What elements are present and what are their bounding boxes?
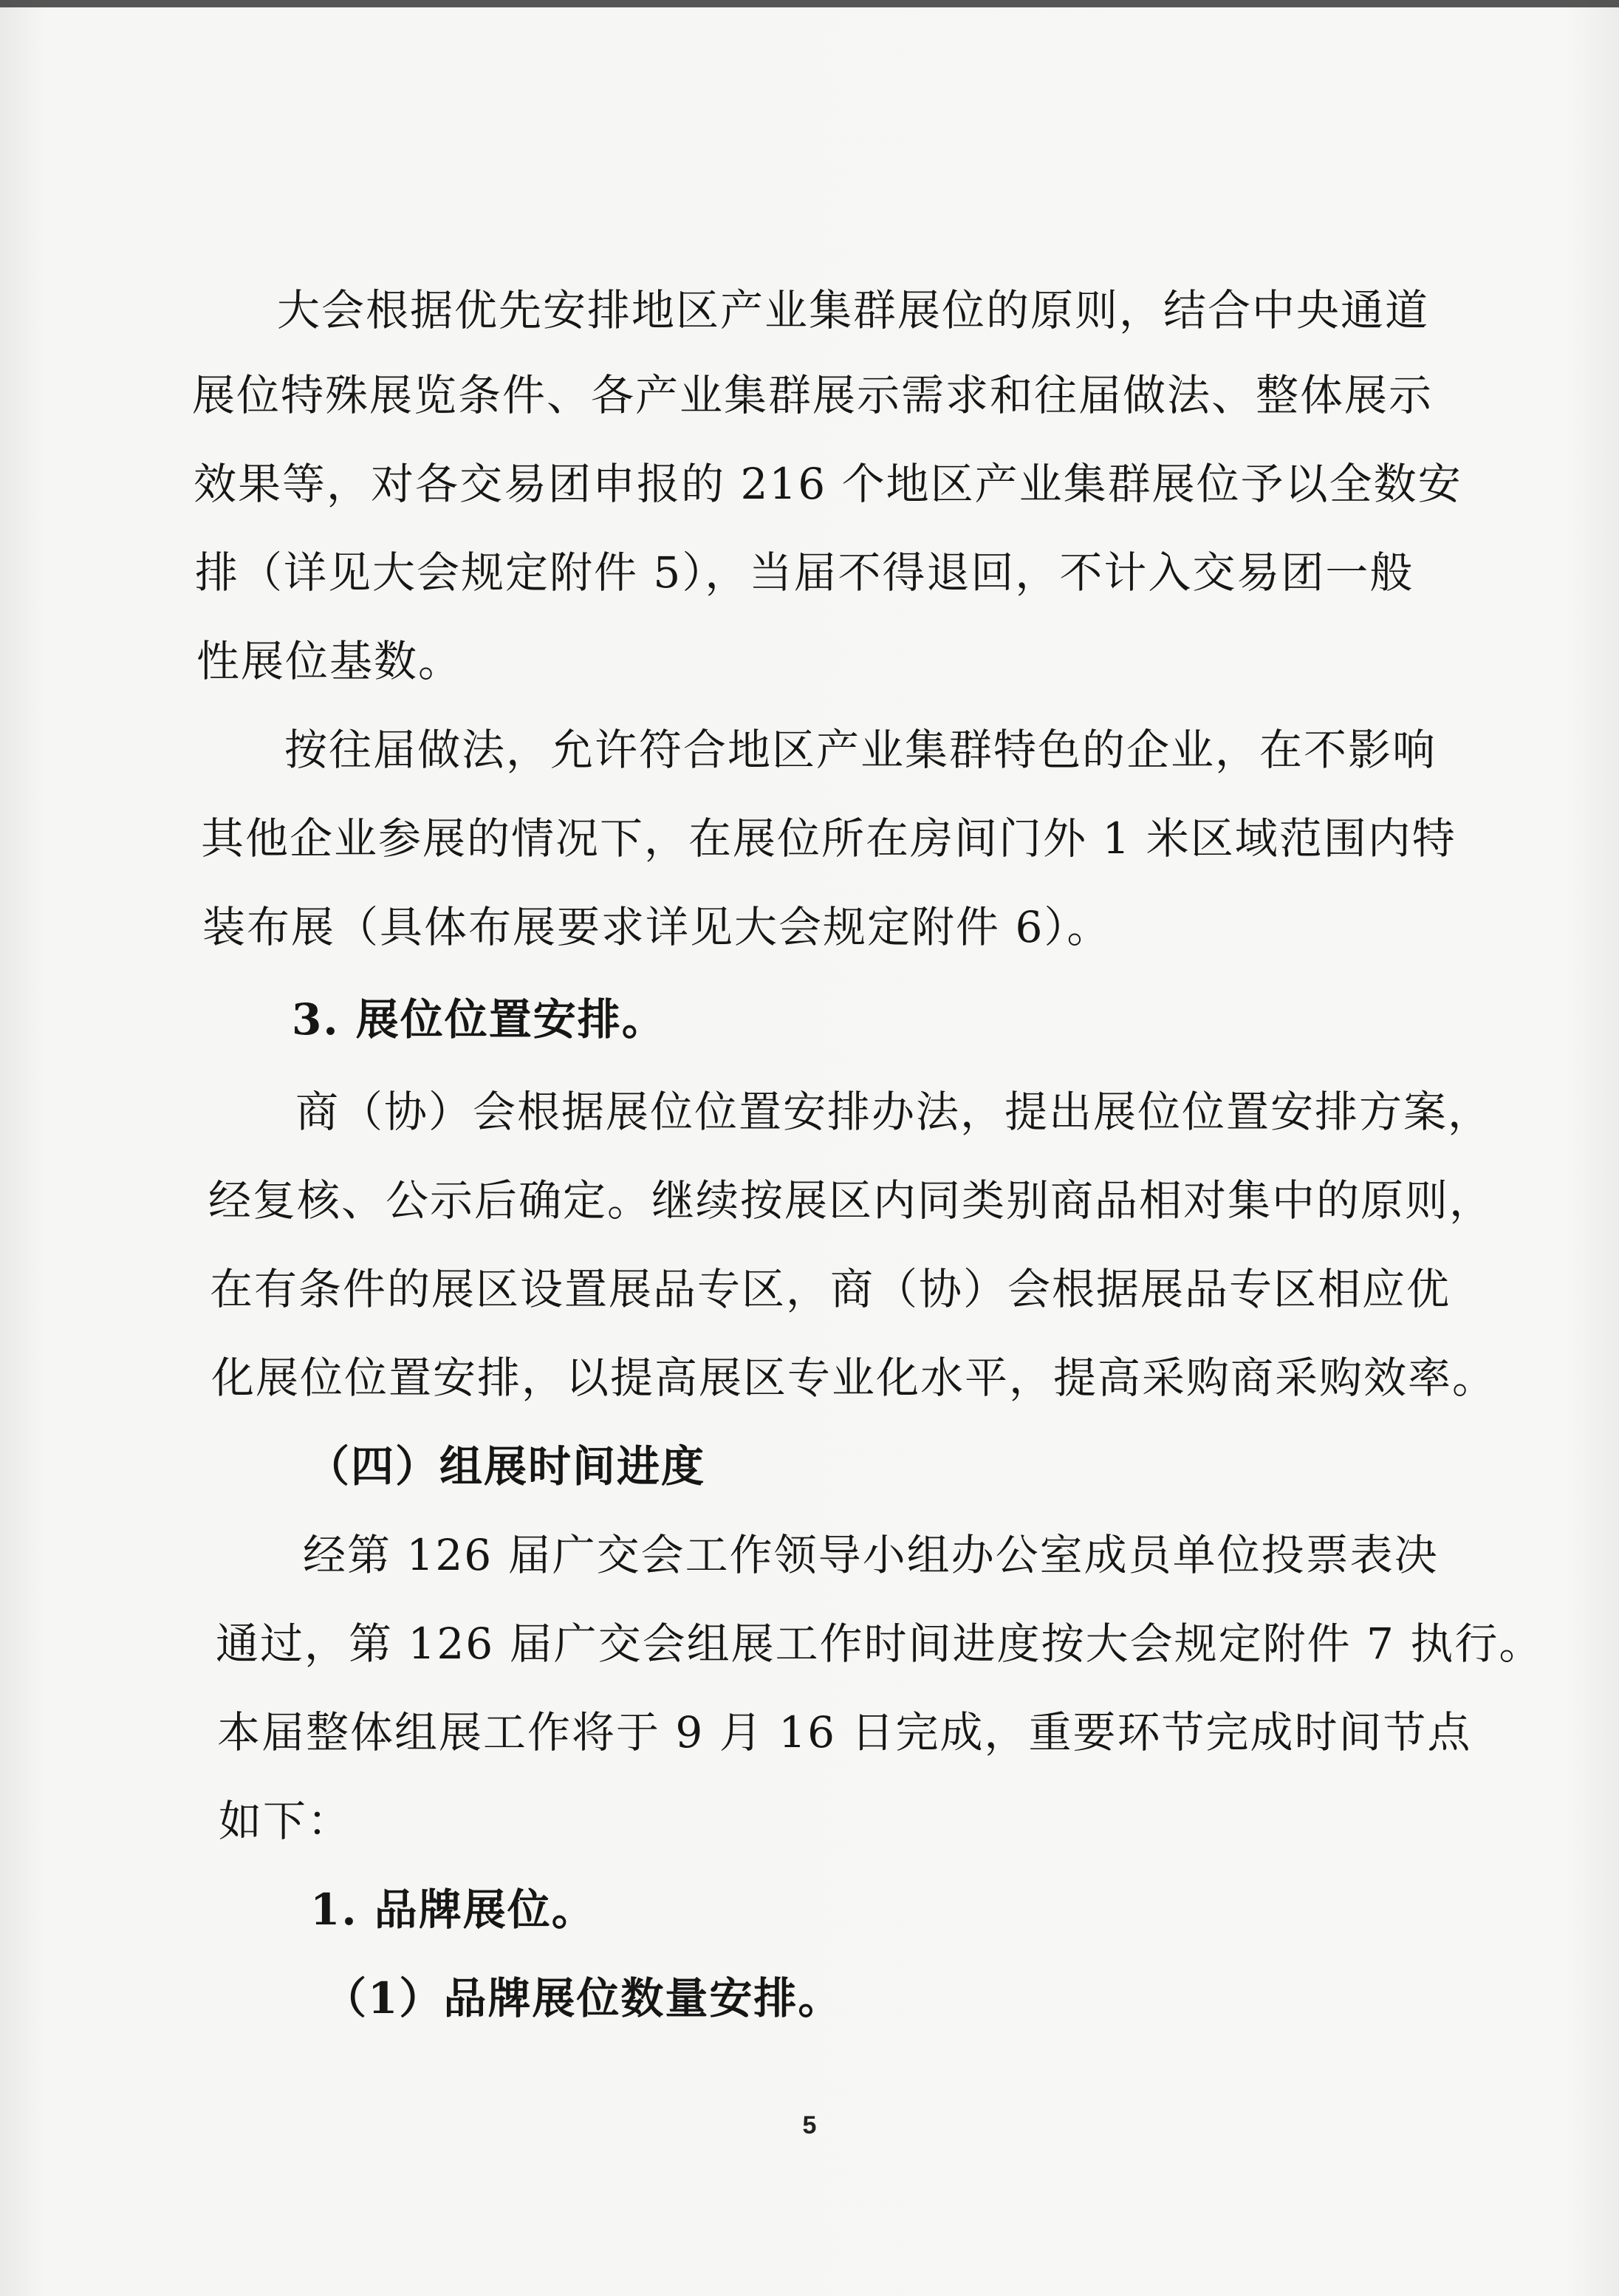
text-line: 装布展（具体布展要求详见大会规定附件 6）。: [202, 902, 1112, 952]
text-line: 在有条件的展区设置展品专区，商（协）会根据展品专区相应优: [210, 1264, 1451, 1314]
text-line: 经复核、公示后确定。继续按展区内同类别商品相对集中的原则，: [208, 1175, 1494, 1226]
text-line: 排（详见大会规定附件 5），当届不得退回，不计入交易团一般: [195, 547, 1414, 598]
section-heading: （1）品牌展位数量安排。: [324, 1973, 843, 2023]
text-line: 按往届做法，允许符合地区产业集群特色的企业，在不影响: [284, 725, 1437, 775]
text-line: 经第 126 届广交会工作领导小组办公室成员单位投票表决: [303, 1530, 1439, 1580]
text-line: 性展位基数。: [196, 636, 463, 686]
text-line: 其他企业参展的情况下，在展位所在房间门外 1 米区域范围内特: [201, 813, 1457, 864]
text-line: 大会根据优先安排地区产业集群展位的原则，结合中央通道: [277, 285, 1430, 335]
scan-edge: [0, 0, 1619, 7]
section-heading: 3. 展位位置安排。: [292, 994, 666, 1045]
page-number: 5: [802, 2111, 817, 2139]
section-heading: 1. 品牌展位。: [310, 1885, 596, 1935]
text-line: 展位特殊展览条件、各产业集群展示需求和往届做法、整体展示: [192, 370, 1434, 420]
text-line: 如下：: [219, 1796, 352, 1846]
text-line: 效果等，对各交易团申报的 216 个地区产业集群展位予以全数安: [194, 459, 1462, 509]
text-line: 商（协）会根据展位位置安排办法，提出展位位置安排方案，: [295, 1087, 1493, 1137]
text-line: 本届整体组展工作将于 9 月 16 日完成，重要环节完成时间节点: [217, 1707, 1472, 1757]
text-line: 通过，第 126 届广交会组展工作时间进度按大会规定附件 7 执行。: [216, 1619, 1544, 1669]
section-heading: （四）组展时间进度: [307, 1441, 706, 1492]
text-line: 化展位位置安排，以提高展区专业化水平，提高采购商采购效率。: [211, 1353, 1497, 1403]
